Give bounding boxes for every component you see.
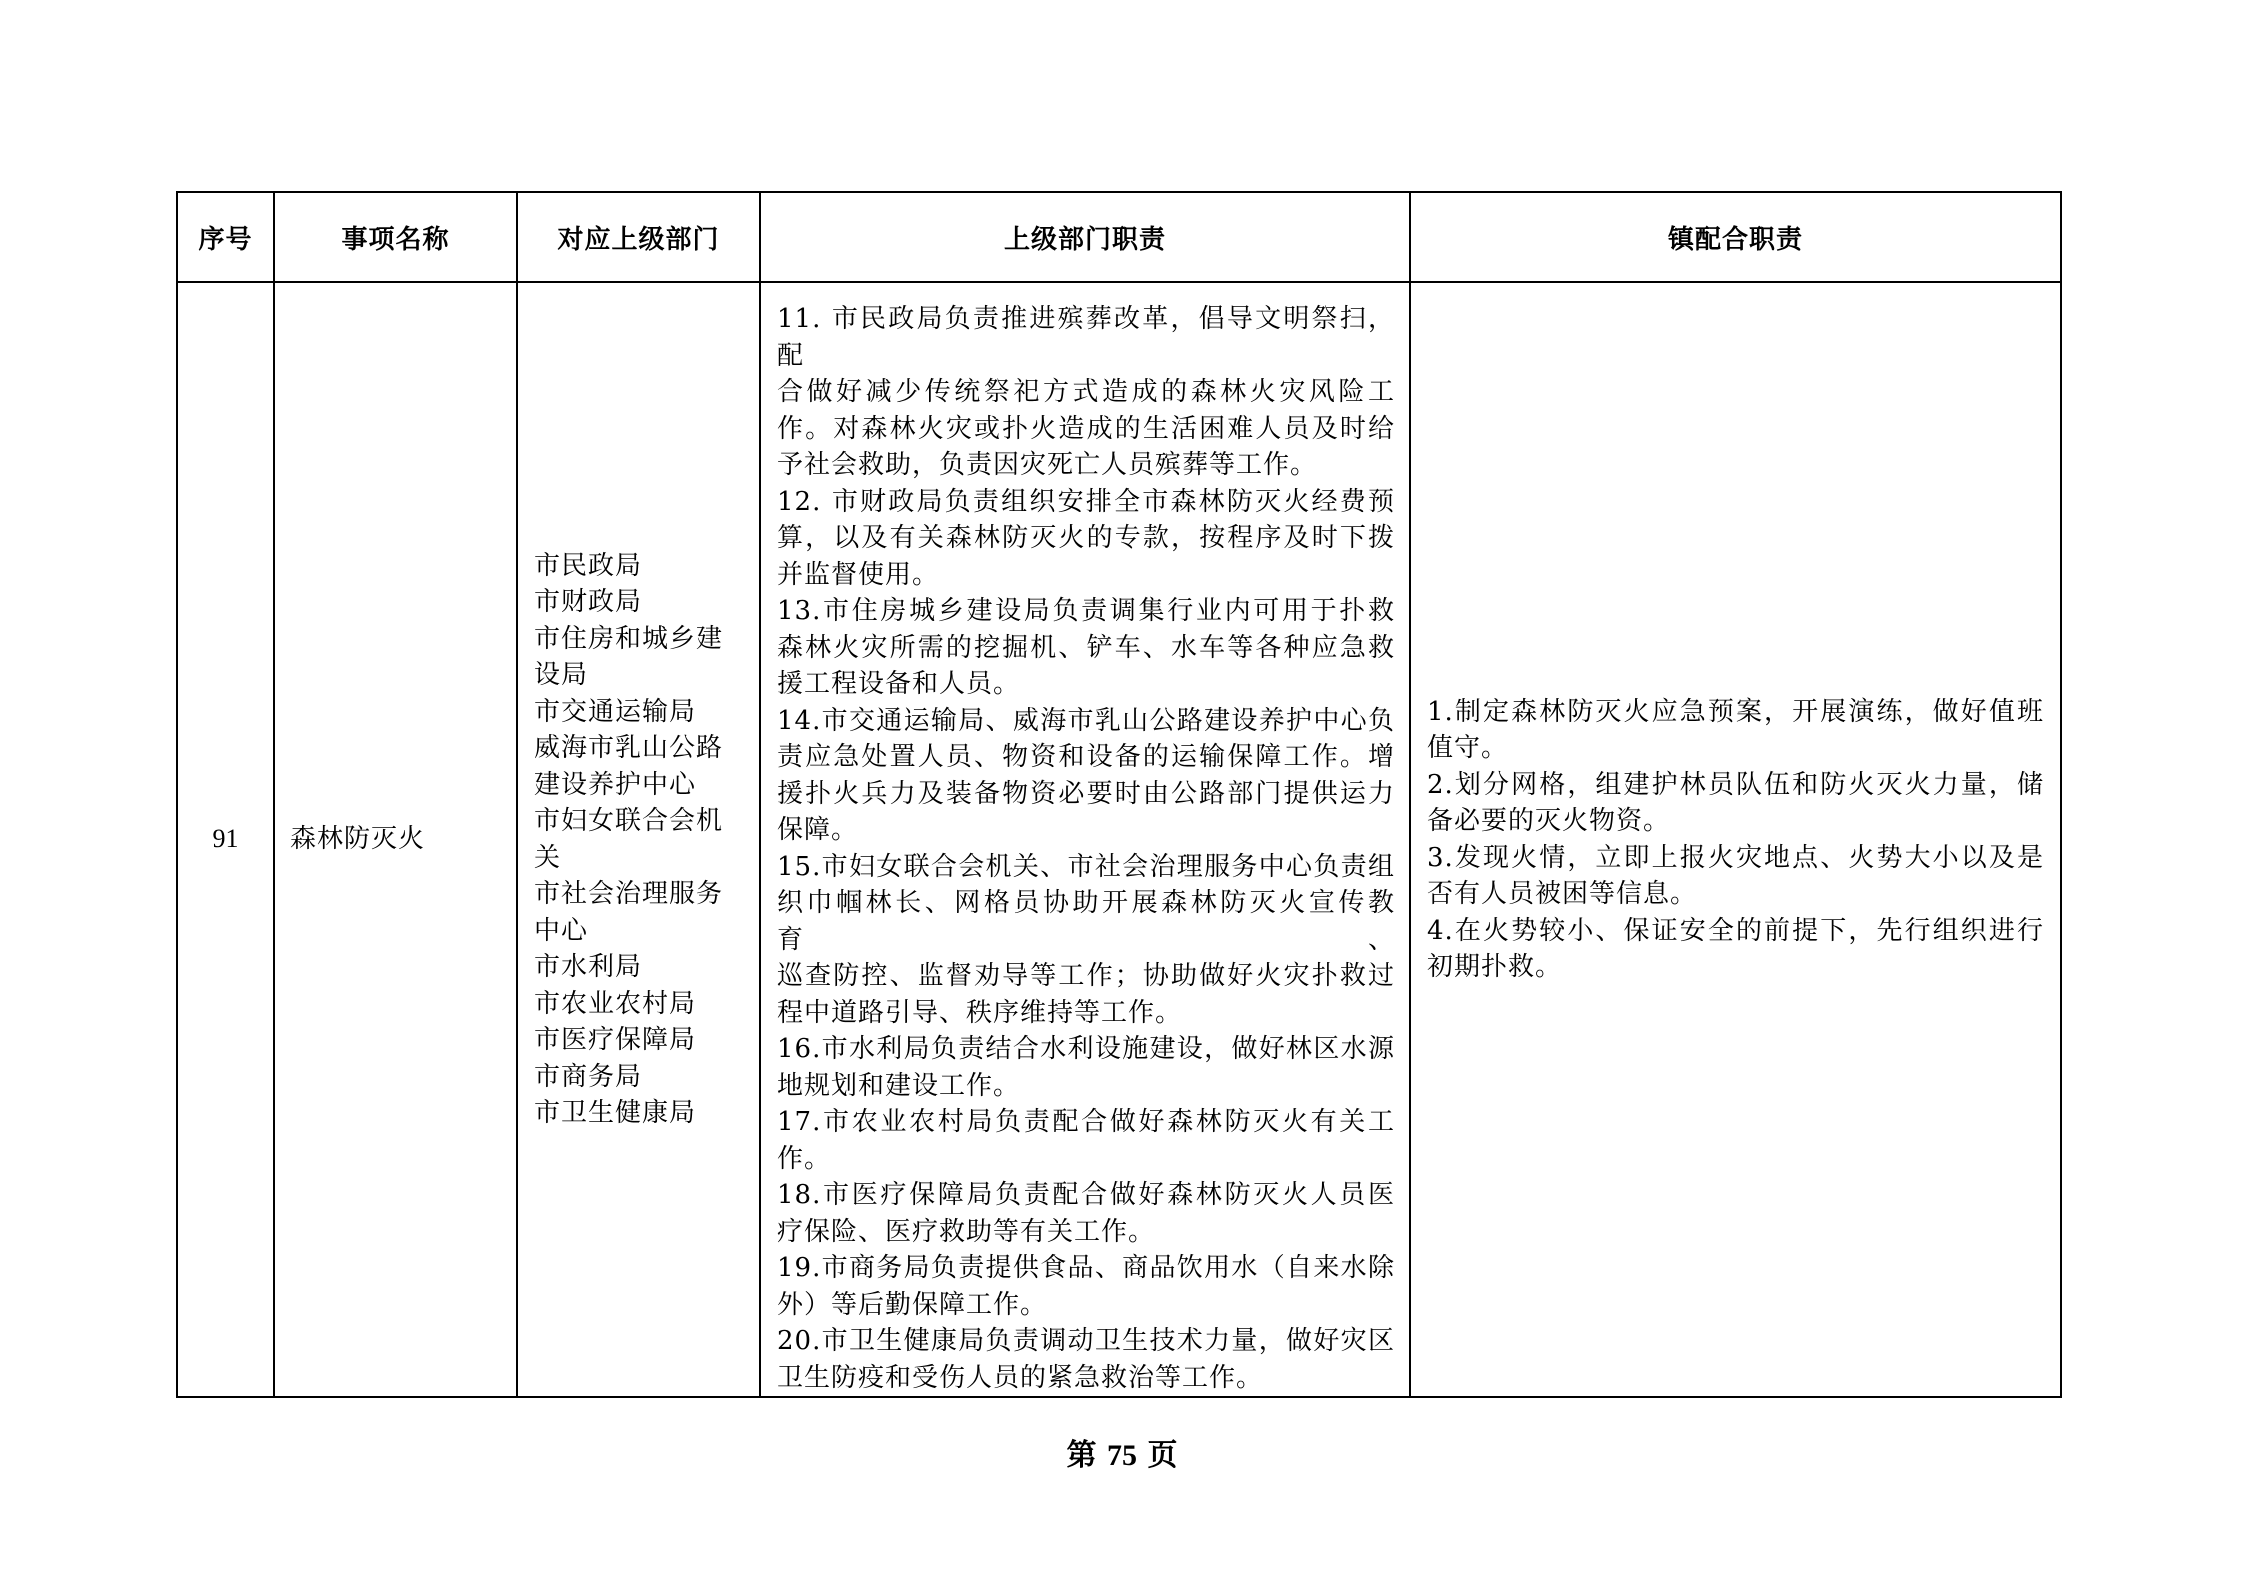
cell-upper-duties [760,282,1410,1397]
upper-duty-item [777,1031,1395,1104]
text-line: 18.市医疗保障局负责配合做好森林防灭火人员医 [777,1180,1395,1210]
upper-duty-item [777,1250,1395,1323]
text-line: 3.发现火情，立即上报火灾地点、火势大小以及是 [1427,842,2044,873]
dept-line: 市交通运输局 [534,696,697,727]
text-line: 予社会救助，负责因灾死亡人员殡葬等工作。 [777,450,1318,480]
text-line: 否有人员被困等信息。 [1427,879,1698,909]
dept-line: 建设养护中心 [534,769,697,800]
text-line: 巡查防控、监督劝导等工作；协助做好火灾扑救过 [777,961,1395,991]
town-duty-item [1427,913,2044,986]
text-line: 援工程设备和人员。 [777,669,1021,699]
dept-line: 市农业农村局 [534,988,697,1019]
cell-upper-depts [517,282,760,1397]
dept-line: 市商务局 [534,1061,643,1092]
text-line: 森林火灾所需的挖掘机、铲车、水车等各种应急救 [777,632,1395,663]
header-serial-no: 序号 [177,192,274,282]
text-line: 保障。 [777,815,859,845]
town-duty-item [1427,840,2044,913]
text-line: 备必要的灭火物资。 [1427,806,1671,836]
dept-line: 设局 [534,660,589,690]
text-line: 1.制定森林防灭火应急预案，开展演练，做好值班 [1427,696,2044,727]
header-item-name: 事项名称 [274,192,517,282]
text-line: 作。对森林火灾或扑火造成的生活困难人员及时给 [777,413,1395,444]
text-line: 外）等后勤保障工作。 [777,1289,1048,1320]
text-line: 4.在火势较小、保证安全的前提下，先行组织进行 [1427,915,2044,946]
text-line: 疗保险、医疗救助等有关工作。 [777,1216,1156,1247]
town-duty-item [1427,694,2044,767]
text-line: 20.市卫生健康局负责调动卫生技术力量，做好灾区 [777,1326,1395,1356]
text-line: 作。 [777,1143,832,1174]
text-line: 15.市妇女联合会机关、市社会治理服务中心负责组 [777,851,1395,882]
dept-line: 市水利局 [534,952,643,982]
upper-duty-item [777,703,1395,849]
page-prefix: 第 [1066,1438,1097,1473]
text-line: 并监督使用。 [777,559,940,590]
dept-line: 市民政局 [534,550,643,581]
header-upper-duties: 上级部门职责 [760,192,1410,282]
upper-duty-item [777,484,1395,594]
dept-line: 中心 [534,915,589,946]
dept-line: 威海市乳山公路 [534,733,724,763]
page-suffix: 页 [1147,1438,1178,1473]
upper-duty-item [777,593,1395,703]
table-row [177,282,2061,1397]
cell-item-name: 森林防灭火 [274,282,517,1397]
text-line: 程中道路引导、秩序维持等工作。 [777,997,1183,1028]
text-line: 14.市交通运输局、威海市乳山公路建设养护中心负 [777,705,1395,736]
text-line: 援扑火兵力及装备物资必要时由公路部门提供运力 [777,778,1395,809]
dept-line: 市财政局 [534,587,643,617]
text-line: 责应急处置人员、物资和设备的运输保障工作。增 [777,742,1395,772]
text-line: 算，以及有关森林防灭火的专款，按程序及时下拨 [777,523,1395,553]
upper-duty-item [777,301,1395,484]
text-line: 地规划和建设工作。 [777,1070,1021,1101]
dept-line: 市社会治理服务 [534,879,724,909]
town-duty-item [1427,767,2044,840]
text-line: 13.市住房城乡建设局负责调集行业内可用于扑救 [777,596,1395,626]
header-upper-dept: 对应上级部门 [517,192,760,282]
header-row [177,192,2061,282]
dept-line: 市住房和城乡建 [534,623,724,654]
upper-duty-item [777,1177,1395,1250]
text-line: 2.划分网格，组建护林员队伍和防火灭火力量，储 [1427,769,2044,800]
header-town-duties: 镇配合职责 [1410,192,2061,282]
text-line: 16.市水利局负责结合水利设施建设，做好林区水源 [777,1034,1395,1064]
page-footer [0,1430,2244,1474]
text-line: 合做好减少传统祭祀方式造成的森林火灾风险工 [777,377,1395,407]
upper-duty-item [777,849,1395,1032]
text-line: 值守。 [1427,733,1509,763]
text-line: 19.市商务局负责提供食品、商品饮用水（自来水除 [777,1253,1395,1283]
text-line: 初期扑救。 [1427,952,1563,982]
text-line: 织巾帼林长、网格员协助开展森林防灭火宣传教育、 [777,888,1395,955]
dept-line: 市卫生健康局 [534,1098,697,1128]
text-line: 12. 市财政局负责组织安排全市森林防灭火经费预 [777,486,1395,517]
dept-line: 市医疗保障局 [534,1025,697,1055]
text-line: 11. 市民政局负责推进殡葬改革，倡导文明祭扫，配 [777,304,1395,371]
upper-duty-item [777,1323,1395,1396]
cell-town-duties [1410,282,2061,1397]
text-line: 17.市农业农村局负责配合做好森林防灭火有关工 [777,1107,1395,1137]
dept-line: 市妇女联合会机 [534,806,724,836]
duty-table [176,191,2062,1398]
dept-line: 关 [534,842,562,873]
cell-serial-no: 91 [177,282,274,1397]
page-number: 75 [1107,1439,1137,1472]
text-line: 卫生防疫和受伤人员的紧急救治等工作。 [777,1362,1264,1393]
upper-duty-item [777,1104,1395,1177]
